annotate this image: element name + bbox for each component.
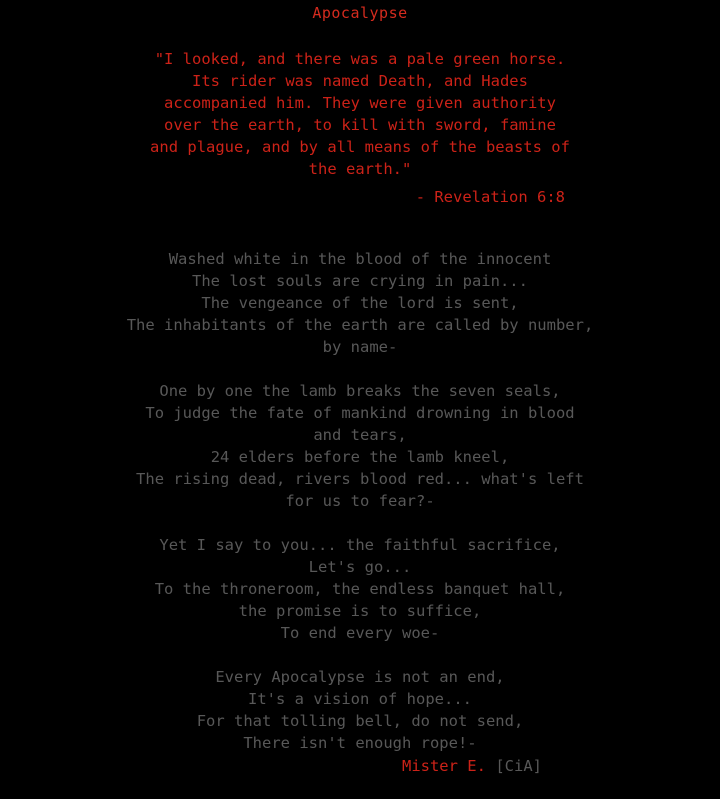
author-tag (486, 757, 495, 775)
author-group-tag: [CiA] (495, 757, 542, 775)
epigraph-attribution: - Revelation 6:8 (415, 188, 565, 206)
epigraph-block (145, 48, 575, 180)
epigraph-line: Its rider was named Death, and Hades (192, 72, 528, 90)
poem-line: To the throneroom, the endless banquet hall, (154, 580, 566, 598)
poem-line: for us to fear?- (285, 492, 435, 510)
poem-line: The lost souls are crying in pain... (192, 272, 528, 290)
poem-line: To judge the fate of mankind drowning in blood (145, 404, 575, 422)
poem-line: It's a vision of hope... (248, 690, 472, 708)
poem-line: The inhabitants of the earth are called by number, (126, 316, 594, 334)
poem-line: Let's go... (308, 558, 412, 576)
poem-line: Every Apocalypse is not an end, (215, 668, 505, 686)
poem-line: There isn't enough rope!- (243, 734, 477, 752)
poem-line: 24 elders before the lamb kneel, (210, 448, 510, 466)
poem-line: and tears, (313, 426, 407, 444)
poem-body (0, 248, 720, 754)
poem-line: The vengeance of the lord is sent, (201, 294, 519, 312)
poem-stanza (0, 248, 720, 358)
poem-line: To end every woe- (280, 624, 440, 642)
poem-line: The rising dead, rivers blood red... what's left (136, 470, 584, 488)
author-name: Mister E. (401, 757, 486, 775)
poem-line: Washed white in the blood of the innocent (168, 250, 552, 268)
author-signature (365, 733, 542, 799)
poem-stanza (0, 380, 720, 512)
epigraph-line: the earth." (308, 160, 412, 178)
page-title: Apocalypse (312, 4, 408, 22)
poem-line: the promise is to suffice, (238, 602, 482, 620)
epigraph-line: over the earth, to kill with sword, famine (164, 116, 556, 134)
poem-line: For that tolling bell, do not send, (196, 712, 524, 730)
poem-stanza (0, 666, 720, 754)
poem-page (0, 4, 720, 799)
epigraph-line: "I looked, and there was a pale green horse. (154, 50, 566, 68)
poem-line: Yet I say to you... the faithful sacrifice, (159, 536, 561, 554)
poem-stanza (0, 534, 720, 644)
poem-line: by name- (322, 338, 398, 356)
epigraph-line: and plague, and by all means of the beasts of (150, 138, 570, 156)
epigraph-line: accompanied him. They were given authority (164, 94, 556, 112)
poem-line: One by one the lamb breaks the seven seals, (159, 382, 561, 400)
